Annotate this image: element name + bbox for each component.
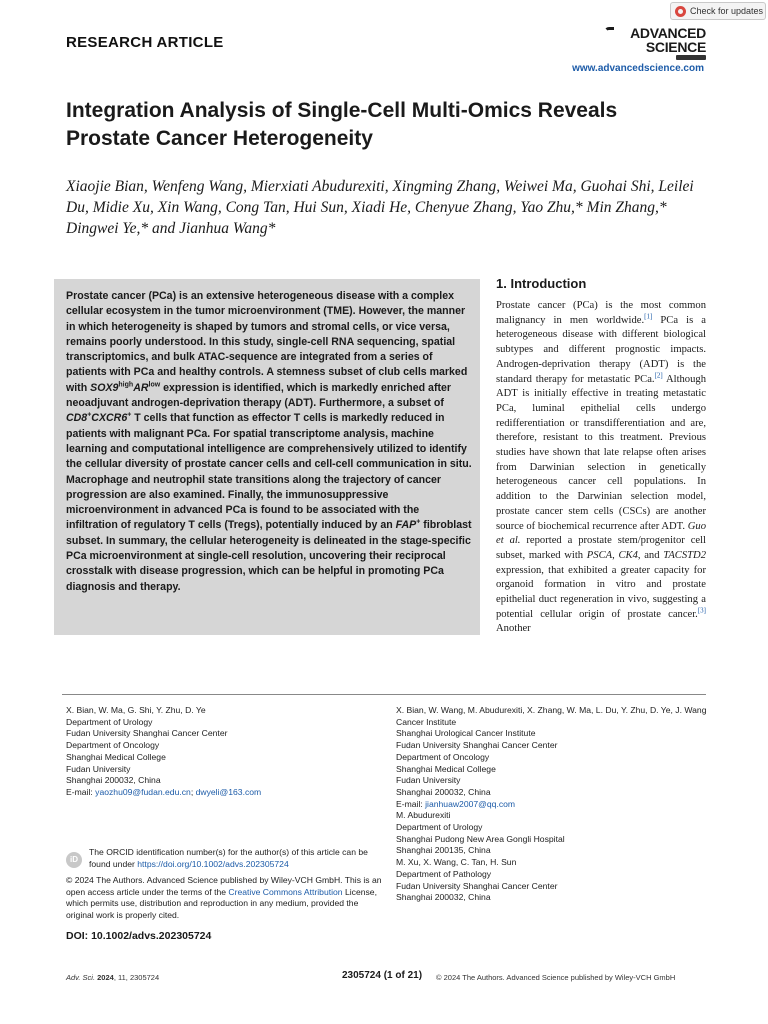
affiliations-right (396, 705, 708, 904)
license-text: © 2024 The Authors. Advanced Science published by Wiley-VCH GmbH. This is an open access article under the terms of the (66, 875, 382, 897)
author-list: Xiaojie Bian, Wenfeng Wang, Mierxiati Abudurexiti, Xingming Zhang, Weiwei Ma, Guohai Shi, Leilei Du, Midie Xu, Xin Wang, Cong Tan, Hui Sun, Xiadi He, Chenyue Zhang, Yao Zhu,* Min Zhang,* Dingwei Ye,* and Jianhua Wang* (66, 178, 694, 237)
reference-link[interactable]: [1] (644, 312, 653, 321)
email-label: E-mail: (396, 798, 426, 809)
article-title: Integration Analysis of Single-Cell Multi-Omics Reveals Prostate Cancer Heterogeneity (66, 99, 618, 150)
gene-name: CD8 (66, 412, 88, 425)
intro-separator: , (612, 549, 619, 561)
footer-volume: , 11, 2305724 (113, 973, 160, 982)
intro-part: Prostate cancer (PCa) is the most common malignancy in men worldwide. (496, 300, 706, 326)
affiliation-line: Fudan University Shanghai Cancer Center (396, 740, 558, 751)
gene-name: TACSTD2 (663, 549, 706, 561)
affiliation-line: Shanghai Urological Cancer Institute (396, 728, 536, 739)
article-type: RESEARCH ARTICLE (66, 34, 224, 51)
author-citation: Guo et al. (496, 520, 706, 547)
license-note (66, 875, 384, 922)
orcid-note (89, 847, 384, 870)
email-link[interactable]: jianhuaw2007@qq.com (425, 798, 516, 809)
affiliation-line: Shanghai 200032, China (396, 786, 491, 797)
affiliation-authors: M. Xu, X. Wang, C. Tan, H. Sun (396, 857, 517, 868)
gene-name: CK4 (618, 549, 638, 561)
logo-swoosh-icon (604, 27, 614, 37)
affiliation-line: Fudan University Shanghai Cancer Center (66, 728, 228, 739)
gene-superscript: + (87, 411, 92, 419)
intro-part: expression, that exhibited a greater capacity for organoid formation in vitro and prostate epithelial duct regeneration in vivo, suggesting a potential cellular origin of prostate cancer. (496, 564, 706, 620)
affiliation-line: Shanghai 200032, China (396, 892, 491, 903)
logo-line-1: ADVANCED (630, 25, 706, 41)
gene-name: PSCA (586, 549, 613, 561)
crossmark-icon (675, 6, 686, 17)
affiliation-line: Fudan University (396, 775, 461, 786)
abstract-part-4: fibroblast subset. In summary, the cellular heterogeneity is delineated in the stage-specific PCa microenvironment at single-cell resolution, uncovering their reciprocal crosstalk with disease progression, which can be helpful in promoting PCa diagnosis and therapy. (66, 519, 472, 593)
footer-year: 2024 (95, 973, 114, 982)
intro-part: Another (496, 623, 531, 635)
journal-logo (604, 25, 706, 61)
affiliation-line: Shanghai Pudong New Area Gongli Hospital (396, 833, 565, 844)
check-for-updates-label: Check for updates (690, 6, 764, 16)
affiliation-line: Shanghai Medical College (396, 763, 496, 774)
email-line (396, 799, 708, 811)
section-divider (62, 694, 706, 695)
gene-superscript: + (127, 411, 132, 419)
gene-name: AR (133, 381, 149, 394)
affiliation-line: Shanghai 200135, China (396, 845, 491, 856)
abstract (66, 289, 472, 595)
license-text: License, which permits use, distribution and reproduction in any medium, provided the original work is properly cited. (66, 886, 377, 921)
affiliation-line: Shanghai 200032, China (66, 775, 161, 786)
intro-part: reported a prostate stem/progenitor cell subset, marked with (496, 535, 706, 561)
affiliation-line: Department of Oncology (396, 751, 490, 762)
introduction-text (496, 299, 706, 637)
gene-superscript: + (416, 518, 421, 526)
logo-line-2: SCIENCE (645, 39, 706, 55)
reference-link[interactable]: [3] (697, 606, 706, 615)
email-label: E-mail: (66, 786, 96, 797)
affiliation-line: Department of Urology (396, 822, 483, 833)
footer-page-number: 2305724 (1 of 21) (342, 970, 423, 981)
email-line (66, 787, 376, 799)
open-access-badge (676, 55, 706, 60)
email-link[interactable]: dwyeli@163.com (195, 786, 262, 797)
gene-superscript: low (148, 381, 161, 389)
journal-url-link[interactable]: www.advancedscience.com (572, 63, 704, 74)
footer-citation (66, 973, 159, 982)
affiliation-line: Fudan University (66, 763, 131, 774)
affiliation-line: Cancer Institute (396, 716, 457, 727)
reference-link[interactable]: [2] (654, 370, 663, 379)
affiliation-line: Fudan University Shanghai Cancer Center (396, 880, 558, 891)
footer-journal: Adv. Sci. (66, 973, 96, 982)
orcid-note-text: The ORCID identification number(s) for the author(s) of this article can be found under (89, 847, 368, 869)
doi: DOI: 10.1002/advs.202305724 (66, 930, 212, 942)
abstract-part-1: Prostate cancer (PCa) is an extensive heterogeneous disease with a complex cellular ecosystem in the tumor microenvironment (TME). However, the manner in which heterogeneity is shaped by tumors and stromal cells, or vice versa, remains poorly understood. In this study, single-cell RNA sequencing, spatial transcriptomics, and bulk ATAC-sequence are integrated from a series of patients with PCa and healthy controls. A stemness subset of club cells marked with (66, 290, 468, 394)
intro-part: PCa is a heterogeneous disease with different biological subtypes and different prognostic impacts. Androgen-deprivation therapy (ADT) is the standard therapy for metastatic PCa. (496, 314, 706, 385)
email-link[interactable]: yaozhu09@fudan.edu.cn (95, 786, 191, 797)
affiliation-line: Department of Oncology (66, 740, 160, 751)
affiliation-line: Shanghai Medical College (66, 751, 166, 762)
check-for-updates-button[interactable] (670, 2, 766, 20)
intro-separator: , and (637, 549, 664, 561)
email-separator: ; (190, 786, 196, 797)
footer-copyright: © 2024 The Authors. Advanced Science published by Wiley-VCH GmbH (436, 973, 676, 982)
section-heading-introduction: 1. Introduction (496, 276, 587, 291)
gene-superscript: high (118, 381, 134, 389)
affiliation-authors: X. Bian, W. Wang, M. Abudurexiti, X. Zhang, W. Ma, L. Du, Y. Zhu, D. Ye, J. Wang (396, 705, 707, 715)
orcid-icon: iD (66, 852, 82, 868)
affiliation-line: Department of Pathology (396, 868, 492, 879)
intro-part: Although ADT is initially effective in treating metastatic PCa, luminal epithelial cells undergo redifferentiation or transdifferentiation and are, therefore, resistant to this treatment. Previous studies have shown that late relapse often arises from Darwinian selection in genetically heterogeneous cancer cell populations. In addition to the Darwinian selection model, prostate cancer stem cells (CSCs) are another source of biochemical recurrence after ADT. (496, 373, 706, 532)
creative-commons-link[interactable]: Creative Commons Attribution (228, 886, 343, 897)
abstract-part-2: expression is identified, which is markedly enriched after neoadjuvant androgen-deprivation therapy (ADT). Furthermore, a subset of (66, 381, 452, 410)
affiliations-left (66, 705, 376, 799)
gene-name: FAP (395, 519, 417, 532)
gene-name: CXCR6 (91, 412, 128, 425)
abstract-part-3: T cells that function as effector T cells is markedly reduced in patients with malignant PCa. For spatial transcriptome analysis, machine learning and computational intelligence are comprehensively utilized to identify the cellular diversity of prostate cancer cells and cell-cell communication in situ. Macrophage and neutrophil state transitions along the trajectory of cancer progression are also examined. Finally, the immunosuppressive microenvironment in advanced PCa is found to be associated with the infiltration of regulatory T cells (Tregs), potentially induced by an (66, 412, 472, 532)
orcid-doi-link[interactable]: https://doi.org/10.1002/advs.202305724 (137, 858, 289, 869)
affiliation-line: Department of Urology (66, 716, 153, 727)
affiliation-authors: X. Bian, W. Ma, G. Shi, Y. Zhu, D. Ye (66, 705, 206, 715)
affiliation-authors: M. Abudurexiti (396, 810, 451, 821)
gene-name: SOX9 (90, 381, 119, 394)
